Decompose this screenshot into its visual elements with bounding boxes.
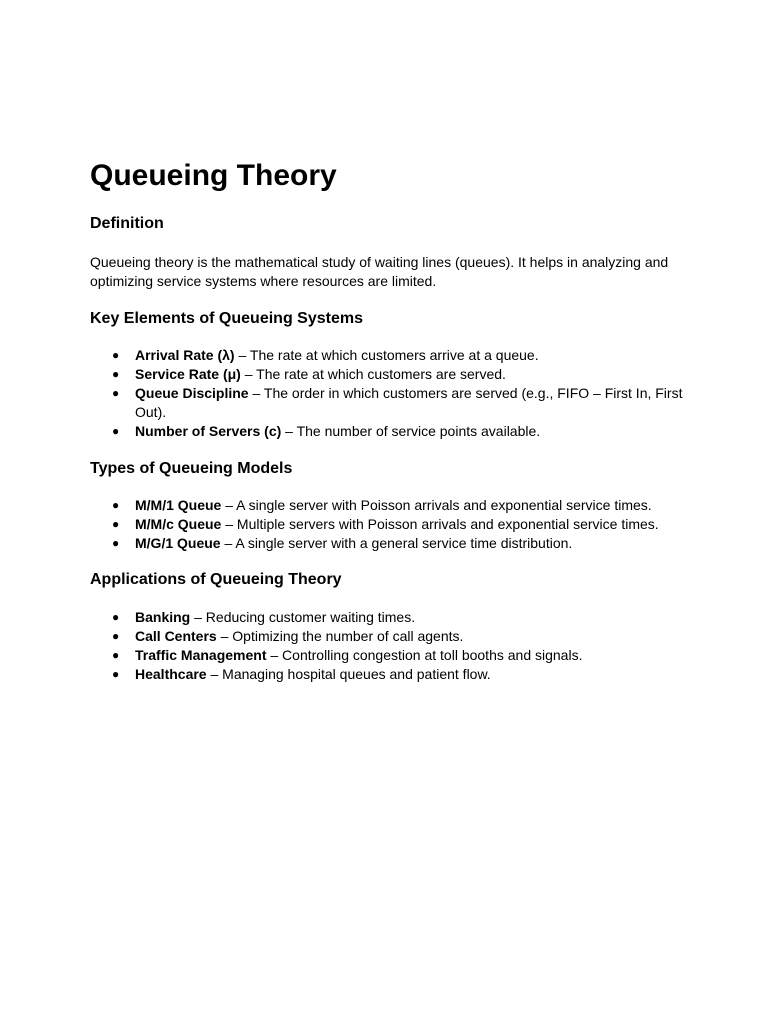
bullet-icon: ● xyxy=(112,536,120,550)
list-item xyxy=(90,496,690,515)
list-item-desc: – A single server with a general service time distribution. xyxy=(220,535,573,551)
list-item-term: Traffic Management xyxy=(135,647,267,663)
list-item xyxy=(90,422,690,441)
bullet-icon: ● xyxy=(112,517,120,531)
list-item-term: M/M/1 Queue xyxy=(135,497,222,513)
definition-heading: Definition xyxy=(90,215,164,232)
list-item xyxy=(90,627,690,646)
list-item-desc: – Controlling congestion at toll booths and signals. xyxy=(266,647,583,663)
list-item-term: Service Rate (μ) xyxy=(135,366,241,382)
list-item xyxy=(90,665,690,684)
list-item-desc: – Managing hospital queues and patient flow. xyxy=(206,666,491,682)
list-item-term: Arrival Rate (λ) xyxy=(135,347,235,363)
list-item xyxy=(90,515,690,534)
definition-text: Queueing theory is the mathematical study of waiting lines (queues). It helps in analyzing and optimizing service systems where resources are limited. xyxy=(90,254,669,289)
list-item-term: M/G/1 Queue xyxy=(135,535,221,551)
list-item-term: M/M/c Queue xyxy=(135,516,222,532)
list-item-term: Queue Discipline xyxy=(135,385,249,401)
bullet-icon: ● xyxy=(112,667,120,681)
list-item-term: Banking xyxy=(135,609,191,625)
models-list xyxy=(90,496,690,553)
list-item-desc: – Multiple servers with Poisson arrivals and exponential service times. xyxy=(221,516,659,532)
bullet-icon: ● xyxy=(112,367,120,381)
list-item-desc: – A single server with Poisson arrivals and exponential service times. xyxy=(221,497,652,513)
list-item xyxy=(90,534,690,553)
applications-heading: Applications of Queueing Theory xyxy=(90,571,342,588)
list-item xyxy=(90,646,690,665)
bullet-icon: ● xyxy=(112,648,120,662)
list-item-desc: – Reducing customer waiting times. xyxy=(190,609,416,625)
bullet-icon: ● xyxy=(112,629,120,643)
list-item-desc: – The rate at which customers are served. xyxy=(240,366,506,382)
document-title: Queueing Theory xyxy=(90,159,337,192)
key-elements-list xyxy=(90,346,690,441)
list-item-desc: – The order in which customers are served (e.g., FIFO – First In, First Out). xyxy=(135,385,683,420)
bullet-icon: ● xyxy=(112,424,120,438)
list-item-term: Number of Servers (c) xyxy=(135,423,282,439)
list-item xyxy=(90,365,690,384)
models-heading: Types of Queueing Models xyxy=(90,460,293,477)
bullet-icon: ● xyxy=(112,348,120,362)
list-item-term: Call Centers xyxy=(135,628,217,644)
key-elements-heading: Key Elements of Queueing Systems xyxy=(90,310,363,327)
bullet-icon: ● xyxy=(112,610,120,624)
list-item-term: Healthcare xyxy=(135,666,207,682)
bullet-icon: ● xyxy=(112,498,120,512)
list-item xyxy=(90,608,690,627)
list-item-desc: – Optimizing the number of call agents. xyxy=(216,628,464,644)
list-item-desc: – The rate at which customers arrive at a queue. xyxy=(234,347,539,363)
bullet-icon: ● xyxy=(112,386,120,400)
list-item xyxy=(90,346,690,365)
list-item-desc: – The number of service points available. xyxy=(281,423,541,439)
applications-list xyxy=(90,608,690,684)
list-item xyxy=(90,384,690,422)
